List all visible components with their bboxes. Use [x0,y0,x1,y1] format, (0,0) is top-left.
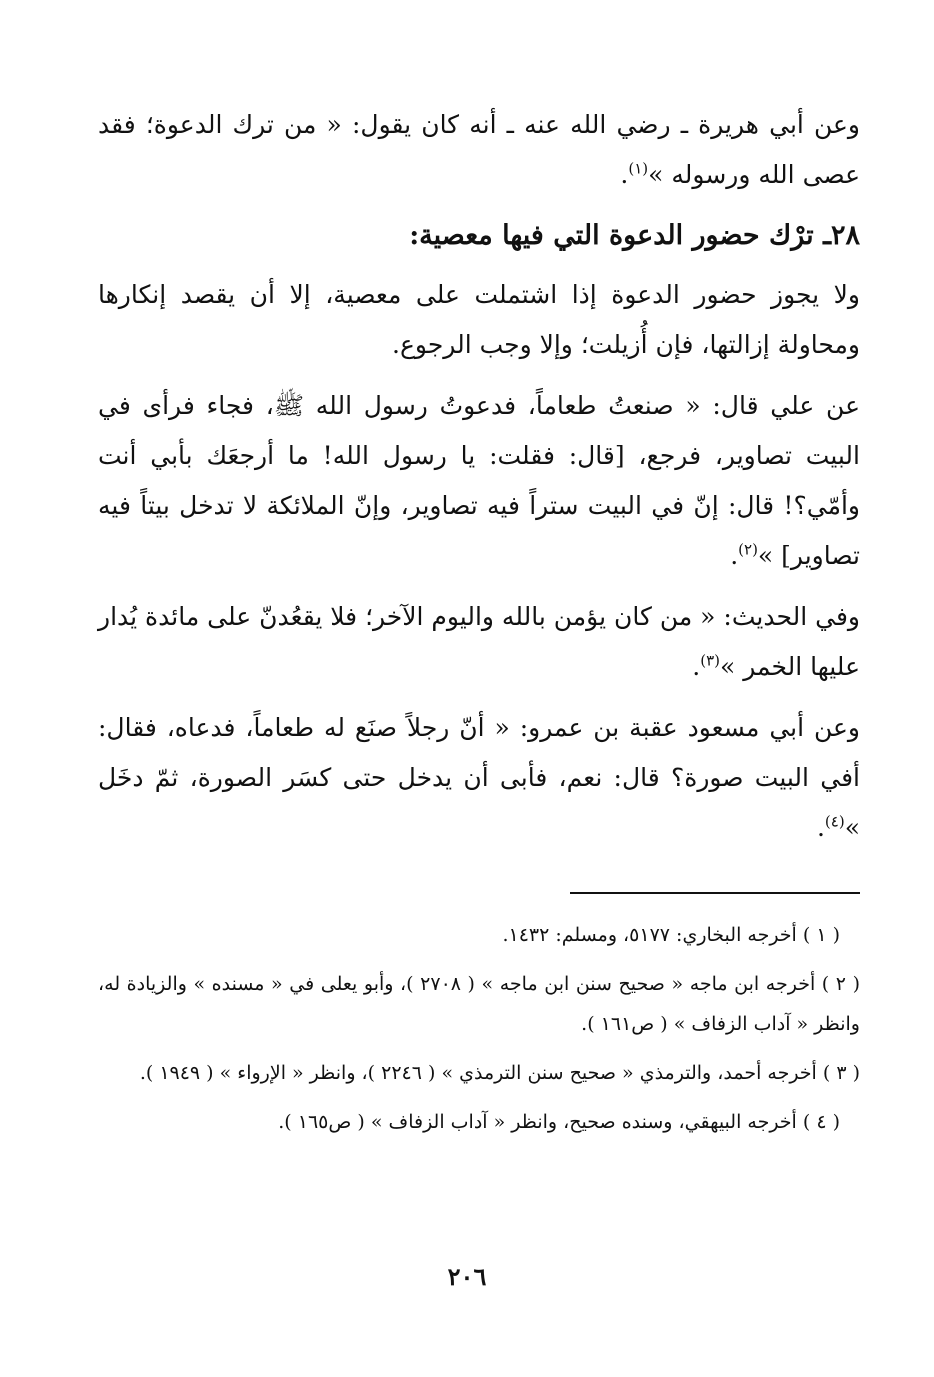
footnote-2: ( ٢ ) أخرجه ابن ماجه « صحيح سنن ابن ماجه » ( ٢٧٠٨ )، وأبو يعلى في « مسنده » والزيادة له، وانظر « آداب الزفاف » ( ص١٦١ ). [98,973,861,1035]
footnote-ref-4[interactable]: (٤) [824,812,845,831]
paragraph-text: وعن أبي هريرة ـ رضي الله عنه ـ أنه كان يقول: « من ترك الدعوة؛ فقد عصى الله ورسوله » [98,110,860,189]
paragraph-text: وفي الحديث: « من كان يؤمن بالله واليوم الآخر؛ فلا يقعُدنّ على مائدة يُدار عليها الخمر » [98,602,860,681]
paragraph-abu-hurayra [98,100,860,200]
footnotes [98,915,860,1151]
paragraph-ali [98,381,860,581]
paragraph-text: عن علي قال: « صنعتُ طعاماً، فدعوتُ رسول الله ﷺ، فجاء فرأى في البيت تصاوير، فرجع، [قال: فقلت: يا رسول الله! ما أرجعَك بأبي أنت وأمّي؟! قال: إنّ في البيت ستراً فيه تصاوير، وإنّ الملائكة لا تدخل بيتاً فيه تصاوير] » [98,391,860,570]
footnote-ref-2[interactable]: (٢) [738,540,758,559]
main-text [98,100,860,864]
paragraph-text: وعن أبي مسعود عقبة بن عمرو: « أنّ رجلاً صنَع له طعاماً، فدعاه، فقال: أفي البيت صورة؟ قال: نعم، فأبى أن يدخل حتى كسَر الصورة، ثمّ دخَل » [98,713,860,842]
paragraph-ruling: ولا يجوز حضور الدعوة إذا اشتملت على معصية، إلا أن يقصد إنكارها ومحاولة إزالتها، فإن أُزيلت؛ وإلا وجب الرجوع. [98,280,860,359]
paragraph-hadith [98,592,860,692]
footnote-ref-3[interactable]: (٣) [700,651,720,670]
paragraph-end: . [816,813,825,842]
paragraph-end: . [692,652,701,681]
paragraph-end: . [620,160,629,189]
page-number: ٢٠٦ [447,1262,487,1291]
footnote-4: ( ٤ ) أخرجه البيهقي، وسنده صحيح، وانظر « آداب الزفاف » ( ص١٦٥ ). [278,1111,840,1133]
footnote-ref-1[interactable]: (١) [628,159,649,178]
paragraph-abu-masud [98,703,860,853]
paragraph-end: . [730,541,739,570]
footnote-divider [570,892,860,894]
footnote-3: ( ٣ ) أخرجه أحمد، والترمذي « صحيح سنن الترمذي » ( ٢٢٤٦ )، وانظر « الإرواء » ( ١٩٤٩ ). [139,1062,860,1084]
section-heading: ٢٨ـ ترْك حضور الدعوة التي فيها معصية: [409,220,860,251]
footnote-1: ( ١ ) أخرجه البخاري: ٥١٧٧، ومسلم: ١٤٣٢. [502,924,840,946]
